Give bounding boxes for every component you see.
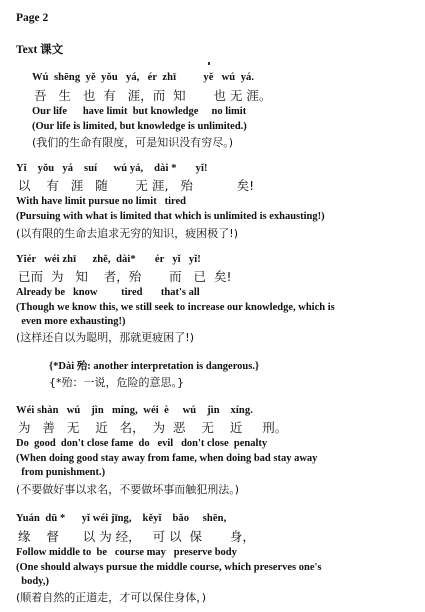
pinyin-line: Wéi shàn wú jìn míng, wéi è wú jìn xíng. bbox=[16, 405, 253, 416]
pinyin-line: Wú shēng yě yǒu yá, ér zhī yě wú yá. bbox=[32, 72, 255, 83]
chinese-translation: (顺着自然的正道走，才可以保住身体，) bbox=[16, 591, 207, 604]
note-english: {*Dài 殆: another interpretation is dangerous.} bbox=[49, 361, 260, 372]
section-title: Text 课文 bbox=[16, 44, 64, 56]
gloss-line: With have limit pursue no limit tired bbox=[16, 196, 186, 207]
gloss-line: Do good don't close fame do evil don't close penalty bbox=[16, 438, 268, 449]
english-translation-continued: body,) bbox=[16, 576, 49, 587]
note-chinese: {*殆：一说，危险的意思。} bbox=[49, 376, 184, 389]
chinese-translation: (这样还自以为聪明，那就更疲困了!) bbox=[16, 331, 194, 344]
page-label: Page 2 bbox=[16, 12, 49, 24]
english-translation-continued: even more exhausting!) bbox=[16, 316, 126, 327]
chinese-line: 已而 为 知 者，殆 而 已 矣! bbox=[18, 269, 232, 284]
chinese-line: 吾 生 也 有 涯，而 知 也 无 涯。 bbox=[34, 88, 272, 103]
gloss-line: Already be know tired that's all bbox=[16, 287, 200, 298]
chinese-translation: (以有限的生命去追求无穷的知识，疲困极了!) bbox=[16, 227, 238, 240]
english-translation: (Though we know this, we still seek to increase our knowledge, which is bbox=[16, 302, 335, 313]
english-translation-continued: from punishment.) bbox=[16, 467, 106, 478]
pinyin-line: Yuán dū * yǐ wéi jīng, kěyǐ bǎo shēn, bbox=[16, 513, 227, 524]
english-translation: (When doing good stay away from fame, when doing bad stay away bbox=[16, 453, 318, 464]
chinese-line: 以 有 涯 随 无 涯, 殆 矣! bbox=[18, 178, 255, 193]
english-translation: (One should always pursue the middle course, which preserves one's bbox=[16, 562, 322, 573]
pinyin-line: Yǐ yǒu yá suí wú yá, dài * yǐ! bbox=[16, 163, 208, 174]
gloss-line: Follow middle to be course may preserve body bbox=[16, 547, 237, 558]
english-translation: (Our life is limited, but knowledge is unlimited.) bbox=[32, 121, 247, 132]
chinese-line: 为 善 无 近 名， 为 恶 无 近 刑。 bbox=[18, 420, 288, 435]
pinyin-line: Yǐér wéi zhī zhě, dài* ér yǐ yǐ! bbox=[16, 254, 201, 265]
gloss-line: Our life have limit but knowledge no limit bbox=[32, 106, 247, 117]
stray-mark bbox=[208, 62, 210, 65]
english-translation: (Pursuing with what is limited that which is unlimited is exhausting!) bbox=[16, 211, 325, 222]
chinese-line: 缘 督 以 为 经， 可 以 保 身， bbox=[18, 529, 255, 544]
chinese-translation: (不要做好事以求名，不要做坏事而触犯刑法。) bbox=[16, 483, 240, 496]
chinese-translation: (我们的生命有限度，可是知识没有穷尽。) bbox=[32, 136, 234, 149]
